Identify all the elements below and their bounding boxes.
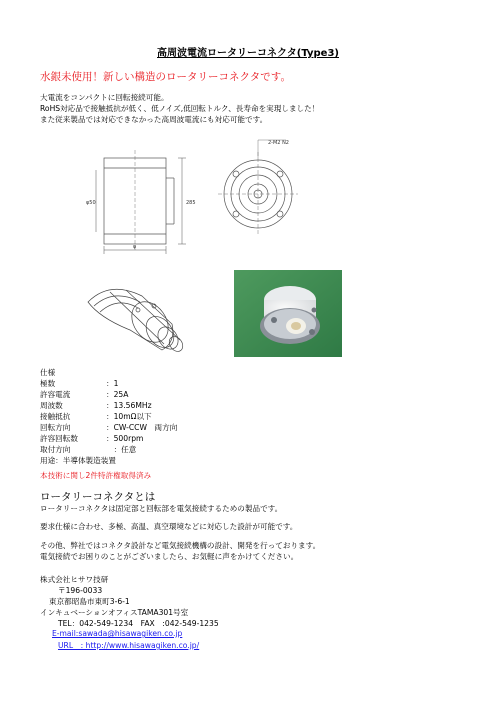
spec-value: ：500rpm (106, 434, 144, 443)
website-link[interactable]: URL : http://www.hisawagiken.co.jp/ (58, 641, 200, 650)
section-body-line-2: 要求仕様に合わせ、多極、高温、真空環境などに対応した設計が可能です。 (40, 522, 298, 531)
spec-row (40, 433, 143, 444)
spec-value: ：13.56MHz (106, 401, 152, 410)
spec-value: ：任意 (106, 445, 137, 454)
section-title: ロータリーコネクタとは (40, 491, 156, 503)
dim-left-label: φ50 (86, 200, 96, 206)
spec-value: ：25A (106, 390, 129, 399)
spec-label: 周波数 (40, 401, 63, 410)
section-body-line-1: ロータリーコネクタは固定部と回転部を電気接続するための製品です。 (40, 504, 283, 513)
patent-note: 本技術に関し2件特許権取得済み (40, 471, 152, 480)
front-view-drawing (214, 134, 304, 254)
isometric-drawing (80, 272, 198, 362)
spec-label: 取付方向 (40, 445, 71, 454)
page-title: 高周波電流ロータリーコネクタ(Type3) (157, 48, 339, 59)
spec-row (40, 378, 118, 389)
product-photo (234, 270, 342, 357)
spec-row (40, 389, 128, 400)
spec-label: 極数 (40, 379, 56, 388)
section-body-line-3: その他、弊社ではコネクタ設計など電気接続機構の設計、開発を行っております。 (40, 541, 321, 550)
spec-usage: 用途：半導体製造装置 (40, 456, 116, 465)
spec-value: ：1 (106, 379, 119, 388)
spec-label: 許容回転数 (40, 434, 78, 443)
spec-label: 接触抵抗 (40, 412, 71, 421)
company-tel: TEL：042-549-1234 FAX :042-549-1235 (58, 619, 219, 628)
spec-row (40, 411, 152, 422)
intro-line-1: 大電流をコンパクトに回転接続可能。 (40, 93, 169, 102)
spec-label: 許容電流 (40, 390, 71, 399)
company-name: 株式会社ヒサワ技研 (40, 575, 109, 584)
spec-row (40, 444, 136, 455)
headline: 水銀未使用！新しい構造のロータリーコネクタです。 (40, 71, 291, 83)
company-zip: 〒196-0033 (58, 586, 103, 595)
spec-row (40, 422, 177, 433)
spec-value: ：CW-CCW 両方向 (106, 423, 178, 432)
dim-height-label: 285 (186, 200, 196, 206)
side-view-drawing (82, 140, 202, 255)
section-body-line-4: 電気接続でお困りのことがございましたら、お気軽に声をかけてください。 (40, 552, 299, 561)
spec-label: 回転方向 (40, 423, 71, 432)
intro-line-2: RoHS対応品で接触抵抗が低く、低ノイズ,低回転トルク、長寿命を実現しました！ (40, 104, 320, 113)
spec-row (40, 400, 152, 411)
note-top-label: 2-M2 N2 (268, 140, 289, 146)
company-address: 東京都昭島市東町3-6-1 (49, 597, 130, 606)
spec-value: ：10mΩ以下 (106, 412, 152, 421)
email-link[interactable]: E-mail:sawada@hisawagiken.co.jp (52, 629, 183, 638)
intro-line-3: また従来製品では対応できなかった高周波電流にも対応可能です。 (40, 115, 268, 124)
dim-width-label: φ (133, 244, 137, 250)
company-office: インキュベーションオフィスTAMA301号室 (40, 608, 189, 617)
spec-heading: 仕様 (40, 368, 56, 377)
